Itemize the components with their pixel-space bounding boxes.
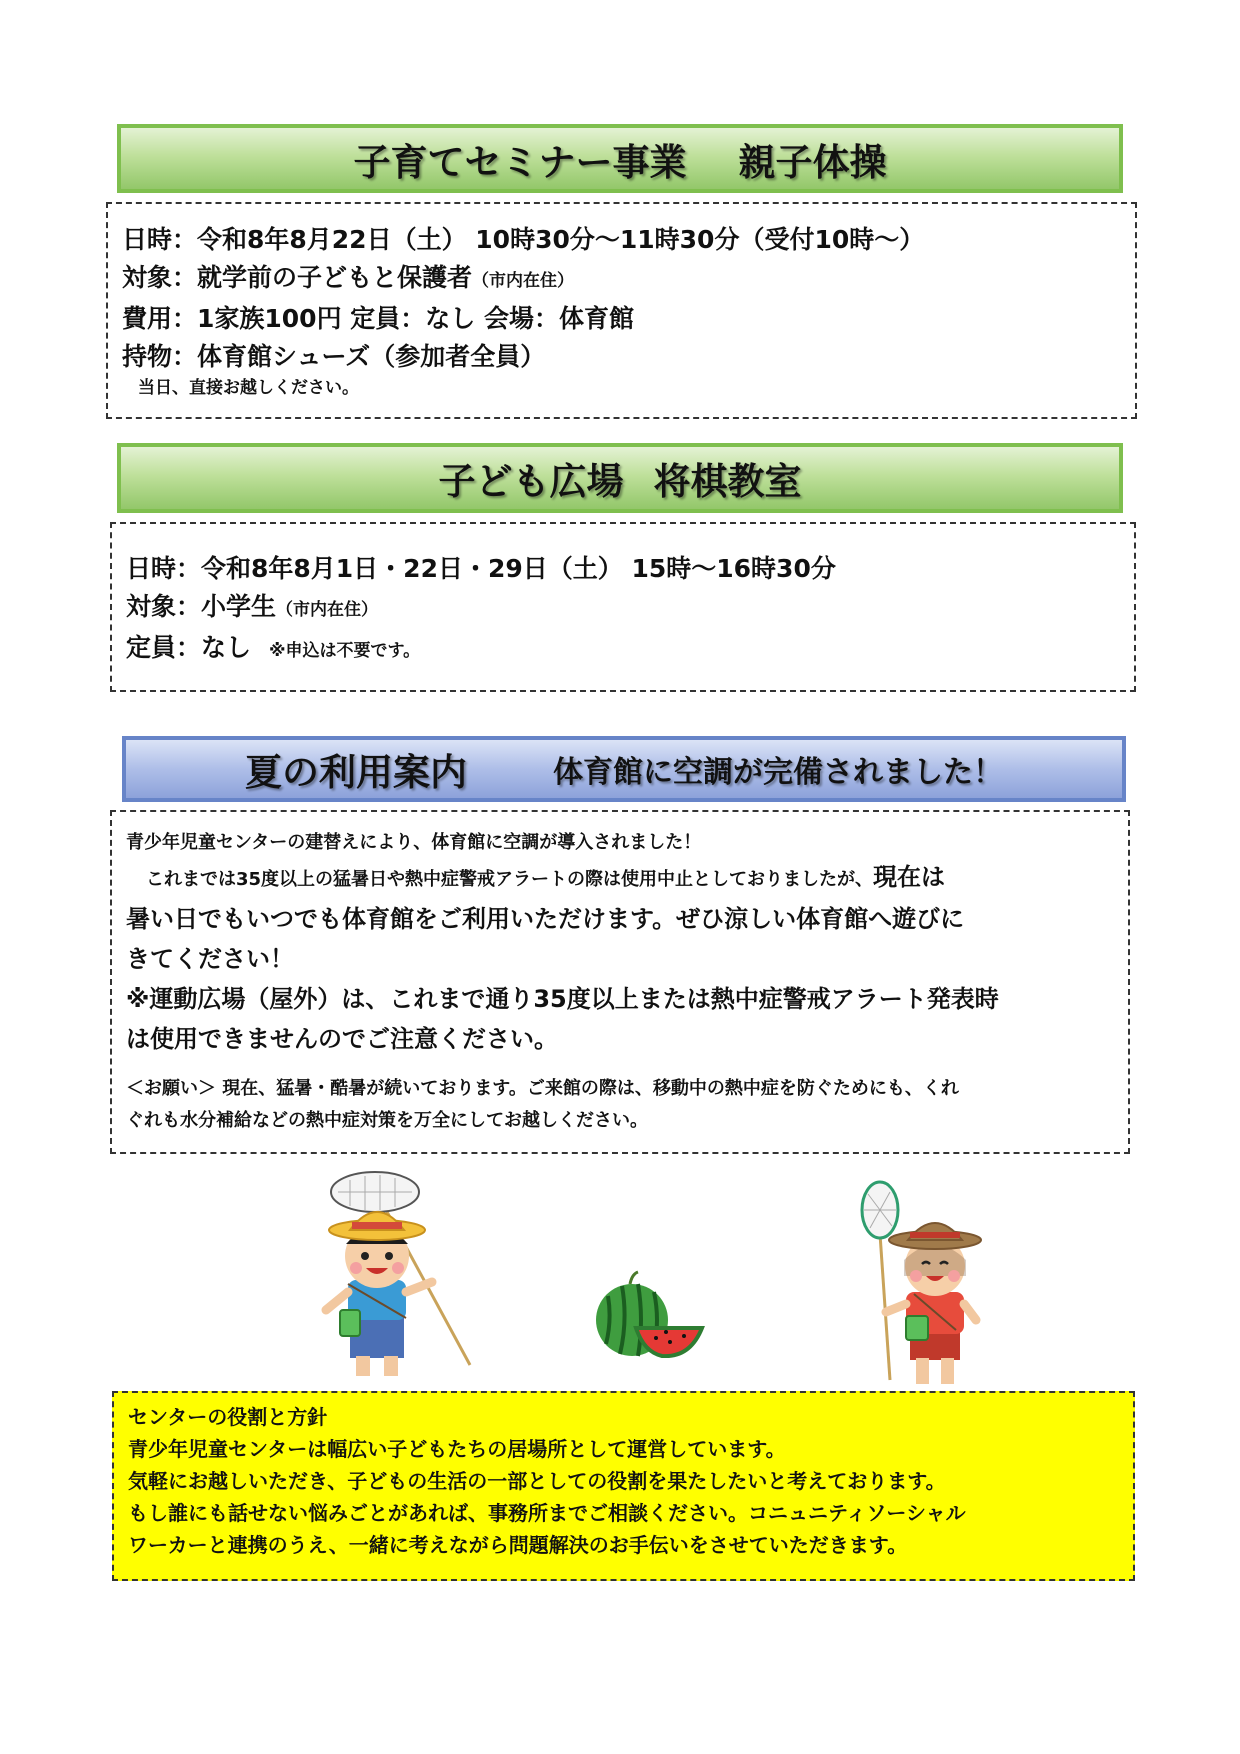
seminar-details-box xyxy=(106,202,1137,419)
summer-title-sub: 体育館に空調が完備されました！ xyxy=(553,755,1003,790)
summer-header xyxy=(122,736,1126,802)
shogi-capacity-note: ※申込は不要です。 xyxy=(269,641,421,661)
policy-box xyxy=(112,1391,1135,1581)
policy-line1: 青少年児童センターは幅広い子どもたちの居場所として運営しています。 xyxy=(128,1437,786,1461)
seminar-target-note: （市内在住） xyxy=(472,271,575,291)
summer-line3: 暑い日でもいつでも体育館をご利用いただけます。ぜひ涼しい体育館へ遊びに xyxy=(126,905,965,933)
summer-details-box xyxy=(110,810,1130,1154)
shogi-target xyxy=(126,588,1120,629)
shogi-capacity xyxy=(126,629,1120,670)
summer-request1: ＜お願い＞ 現在、猛暑・酷暑が続いております。ご来館の際は、移動中の熱中症を防ぐためにも、くれ xyxy=(126,1078,959,1099)
policy-line4: ワーカーと連携のうえ、一緒に考えながら問題解決のお手伝いをさせていただきます。 xyxy=(128,1533,908,1557)
seminar-items: 持物：体育館シューズ（参加者全員） xyxy=(122,342,546,371)
seminar-note: 当日、直接お越しください。 xyxy=(138,378,359,398)
shogi-title-sub: 将棋教室 xyxy=(653,460,802,503)
shogi-title-main: 子ども広場 xyxy=(438,460,624,503)
summer-line2 xyxy=(126,858,1114,899)
summer-line1: 青少年児童センターの建替えにより、体育館に空調が導入されました！ xyxy=(126,832,702,853)
summer-request2: ぐれも水分補給などの熱中症対策を万全にしてお越しください。 xyxy=(126,1110,648,1131)
shogi-target-main: 対象：小学生 xyxy=(126,592,277,621)
seminar-target xyxy=(122,259,1121,300)
policy-line2: 気軽にお越しいただき、子どもの生活の一部としての役割を果たしたいと考えております。 xyxy=(128,1469,946,1493)
summer-line6: は使用できませんのでご注意ください。 xyxy=(126,1025,558,1053)
watermelon-illustration xyxy=(590,1268,710,1358)
shogi-target-note: （市内在住） xyxy=(276,600,379,620)
summer-title-main: 夏の利用案内 xyxy=(245,751,467,794)
summer-line2b: 現在は xyxy=(873,863,946,891)
girl-with-net-illustration xyxy=(840,1180,1000,1390)
summer-line2a: これまでは35度以上の猛暑日や熱中症警戒アラートの際は使用中止としておりましたが、 xyxy=(146,869,874,890)
seminar-title-main: 子育てセミナー事業 xyxy=(353,140,687,184)
shogi-date: 日時：令和8年8月1日・22日・29日（土） 15時～16時30分 xyxy=(126,554,836,583)
seminar-fee: 費用：1家族100円 定員：なし 会場：体育館 xyxy=(122,304,634,333)
seminar-header xyxy=(117,124,1123,193)
shogi-details-box xyxy=(110,522,1136,692)
boy-with-net-illustration xyxy=(320,1170,480,1380)
seminar-date: 日時：令和8年8月22日（土） 10時30分～11時30分（受付10時～） xyxy=(122,225,925,254)
shogi-capacity-main: 定員：なし xyxy=(126,633,252,662)
summer-line4: きてください！ xyxy=(126,945,294,973)
seminar-target-main: 対象：就学前の子どもと保護者 xyxy=(122,263,473,292)
policy-line3: もし誰にも話せない悩みごとがあれば、事務所までご相談ください。コニュニティソーシャル xyxy=(128,1501,966,1525)
summer-line5: ※運動広場（屋外）は、これまで通り35度以上または熱中症警戒アラート発表時 xyxy=(126,985,999,1013)
policy-title: センターの役割と方針 xyxy=(128,1405,328,1429)
shogi-header xyxy=(117,443,1123,513)
seminar-title-sub: 親子体操 xyxy=(738,140,887,184)
